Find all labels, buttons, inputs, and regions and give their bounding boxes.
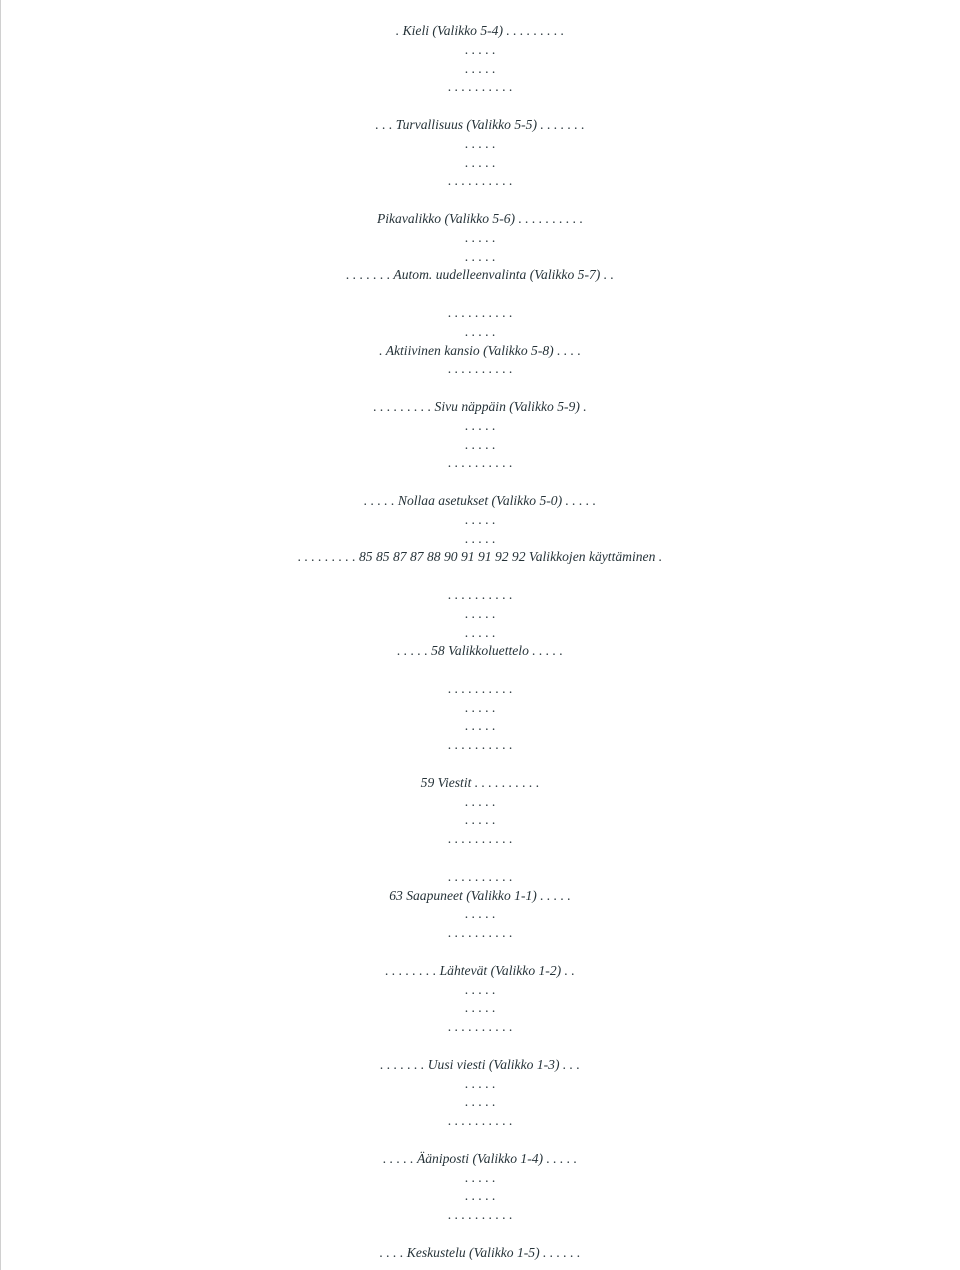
toc-dot-leader: . . . . . <box>464 1094 496 1110</box>
toc-spacer <box>1 285 959 304</box>
toc-dot-leader: . . . . . <box>464 812 496 828</box>
toc-dot-leader: . . . . . <box>464 511 496 527</box>
toc-entry: . . . . . Nollaa asetukset (Valikko 5-0) . . . . . <box>363 492 597 508</box>
toc-entry: . . . . . 58 Valikkoluettelo . . . . . <box>397 643 563 659</box>
toc-dot-leader: . . . . . <box>464 718 496 734</box>
toc-dot-leader: . . . . . <box>464 436 496 452</box>
toc-dot-leader: . . . . . <box>464 1169 496 1185</box>
toc-dot-leader: . . . . . <box>464 60 496 76</box>
toc-spacer <box>1 379 959 398</box>
toc-dot-leader: . . . . . <box>464 417 496 433</box>
toc-dot-leader: . . . . . <box>464 530 496 546</box>
toc-spacer <box>1 661 959 680</box>
toc-dot-leader: . . . . . . . . . . <box>447 586 513 602</box>
toc-entry: 63 Saapuneet (Valikko 1-1) . . . . . <box>389 887 571 903</box>
toc-dot-leader: . . . . . . . . . . <box>447 79 513 95</box>
toc-dot-leader: . . . . . . . . . . <box>447 925 513 941</box>
toc-entry: . Aktiivinen kansio (Valikko 5-8) . . . . <box>379 342 581 358</box>
toc-dot-leader: . . . . . <box>464 906 496 922</box>
toc-entry: . . . . . Ääniposti (Valikko 1-4) . . . . . <box>382 1150 578 1166</box>
toc-dot-leader: . . . . . <box>464 624 496 640</box>
table-of-contents <box>1 22 959 1263</box>
toc-dot-leader: . . . . . <box>464 1188 496 1204</box>
toc-dot-leader: . . . . . . . . . . <box>447 173 513 189</box>
toc-dot-leader: . . . . . <box>464 1075 496 1091</box>
toc-dot-leader: . . . . . <box>464 248 496 264</box>
toc-dot-leader: . . . . . . . . . . <box>447 361 513 377</box>
toc-spacer <box>1 755 959 774</box>
toc-dot-leader: . . . . . <box>464 1000 496 1016</box>
toc-entry: . . . . . . . . . 85 85 87 87 88 90 91 91 92 92 Valikkojen käyttäminen . <box>297 549 663 565</box>
toc-dot-leader: . . . . . <box>464 229 496 245</box>
toc-spacer <box>1 849 959 868</box>
toc-spacer <box>1 1131 959 1150</box>
toc-dot-leader: . . . . . <box>464 981 496 997</box>
toc-dot-leader: . . . . . <box>464 323 496 339</box>
toc-dot-leader: . . . . . . . . . . <box>447 304 513 320</box>
toc-entry: . . . . . . . . . Sivu näppäin (Valikko 5-9) . <box>373 398 587 414</box>
toc-entry: 59 Viestit . . . . . . . . . . <box>420 774 540 790</box>
toc-spacer <box>1 943 959 962</box>
toc-entry: Pikavalikko (Valikko 5-6) . . . . . . . . . . <box>376 210 584 226</box>
toc-dot-leader: . . . . . <box>464 605 496 621</box>
toc-dot-leader: . . . . . . . . . . <box>447 831 513 847</box>
toc-dot-leader: . . . . . <box>464 41 496 57</box>
toc-entry: . . . . . . . Uusi viesti (Valikko 1-3) . . . <box>380 1056 580 1072</box>
toc-dot-leader: . . . . . <box>464 135 496 151</box>
toc-spacer <box>1 1225 959 1244</box>
toc-dot-leader: . . . . . <box>464 154 496 170</box>
toc-spacer <box>1 473 959 492</box>
toc-dot-leader: . . . . . . . . . . <box>447 1019 513 1035</box>
toc-entry: . . . . Keskustelu (Valikko 1-5) . . . . . . <box>379 1244 581 1260</box>
toc-entry: . . . . . . . . Lähtevät (Valikko 1-2) . . <box>385 962 575 978</box>
toc-entry: . . . . . . . Autom. uudelleenvalinta (Valikko 5-7) . . <box>346 267 614 283</box>
toc-dot-leader: . . . . . . . . . . <box>447 680 513 696</box>
toc-spacer <box>1 97 959 116</box>
toc-dot-leader: . . . . . . . . . . <box>447 868 513 884</box>
toc-dot-leader: . . . . . . . . . . <box>447 737 513 753</box>
toc-dot-leader: . . . . . . . . . . <box>447 1113 513 1129</box>
toc-dot-leader: . . . . . . . . . . <box>447 1207 513 1223</box>
toc-dot-leader: . . . . . . . . . . <box>447 455 513 471</box>
toc-entry: . . . Turvallisuus (Valikko 5-5) . . . . . . . <box>375 116 585 132</box>
toc-spacer <box>1 191 959 210</box>
toc-spacer <box>1 567 959 586</box>
toc-entry: . Kieli (Valikko 5-4) . . . . . . . . . <box>395 23 565 38</box>
toc-spacer <box>1 1037 959 1056</box>
toc-dot-leader: . . . . . <box>464 699 496 715</box>
toc-dot-leader: . . . . . <box>464 793 496 809</box>
